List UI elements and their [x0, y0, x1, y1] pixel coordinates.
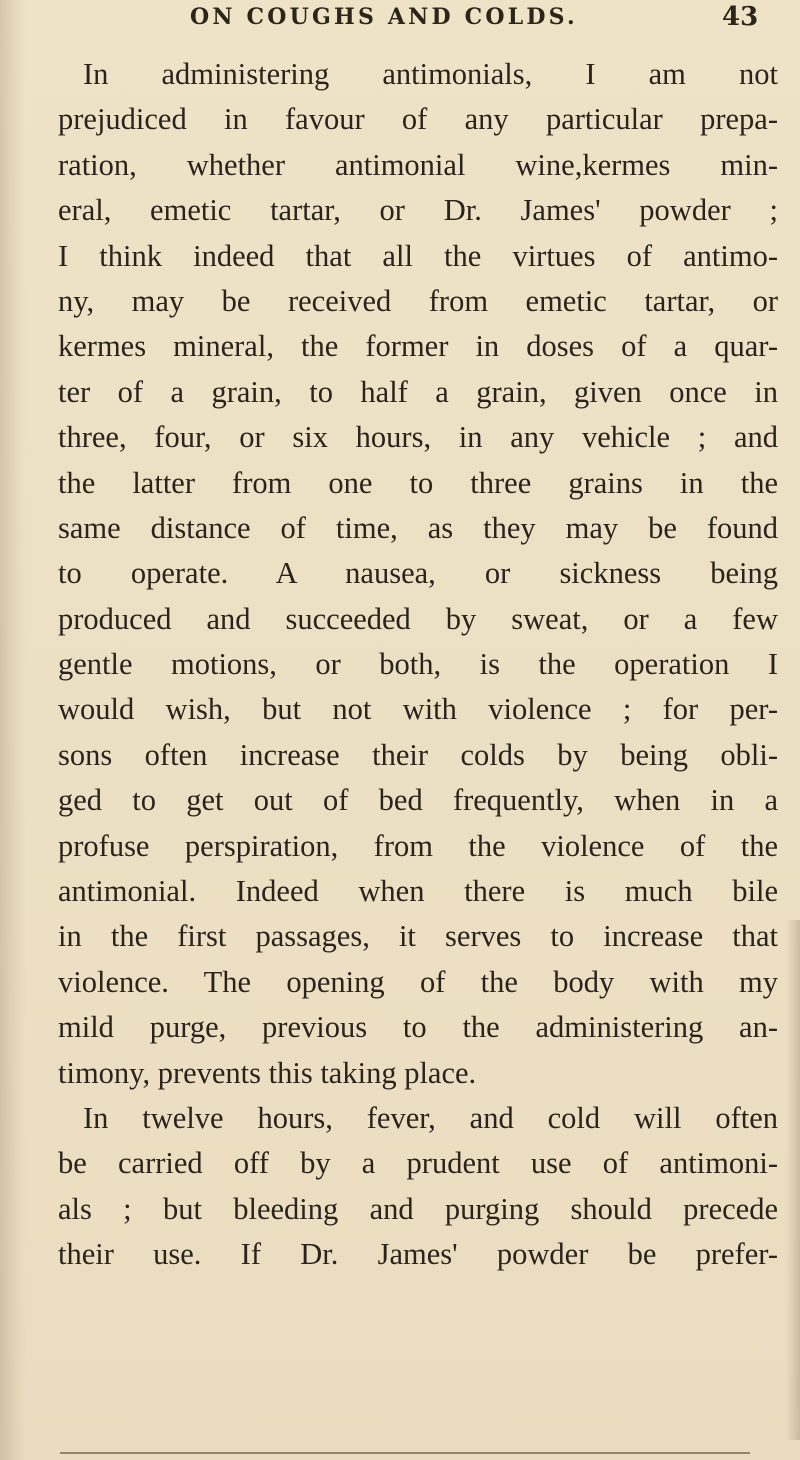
- body-text: [58, 52, 778, 1278]
- running-header: [0, 0, 800, 34]
- text-line: violence. The opening of the body with my: [58, 964, 778, 999]
- text-line: antimonial. Indeed when there is much bile: [58, 874, 778, 909]
- page-edge-shadow: [786, 920, 800, 1440]
- text-line: the latter from one to three grains in the: [58, 465, 778, 500]
- text-line: in the first passages, it serves to increase that: [58, 919, 778, 954]
- text-line: produced and succeeded by sweat, or a few: [58, 601, 778, 636]
- text-line: ny, may be received from emetic tartar, or: [58, 283, 778, 318]
- text-line: eral, emetic tartar, or Dr. James' powder ;: [58, 193, 778, 228]
- text-line: In twelve hours, fever, and cold will often: [83, 1100, 778, 1135]
- text-line: timony, prevents this taking place.: [58, 1055, 477, 1090]
- spine-shadow: [0, 0, 26, 1460]
- text-line: their use. If Dr. James' powder be prefer-: [58, 1237, 778, 1272]
- text-line: three, four, or six hours, in any vehicle ; and: [58, 420, 778, 455]
- text-line: would wish, but not with violence ; for per-: [58, 692, 778, 727]
- text-line: be carried off by a prudent use of antimoni-: [58, 1146, 778, 1181]
- text-line: sons often increase their colds by being obli-: [58, 737, 778, 772]
- text-line: ration, whether antimonial wine,kermes min-: [58, 147, 778, 182]
- page-number: 43: [722, 2, 759, 32]
- text-line: kermes mineral, the former in doses of a quar-: [58, 329, 778, 364]
- text-line: prejudiced in favour of any particular prepa-: [58, 102, 778, 137]
- text-line: In administering antimonials, I am not: [83, 57, 778, 91]
- text-line: ged to get out of bed frequently, when in a: [58, 783, 778, 818]
- text-line: same distance of time, as they may be found: [58, 510, 778, 545]
- text-line: ter of a grain, to half a grain, given once in: [58, 374, 778, 409]
- text-line: I think indeed that all the virtues of antimo-: [58, 238, 778, 273]
- text-line: to operate. A nausea, or sickness being: [58, 556, 778, 591]
- page-bottom-edge: [60, 1452, 750, 1454]
- text-line: profuse perspiration, from the violence of the: [58, 828, 778, 863]
- text-line: als ; but bleeding and purging should precede: [58, 1191, 778, 1226]
- text-line: gentle motions, or both, is the operation I: [58, 647, 778, 682]
- running-header-title: ON COUGHS AND COLDS.: [190, 4, 578, 30]
- text-line: mild purge, previous to the administering an-: [58, 1010, 778, 1045]
